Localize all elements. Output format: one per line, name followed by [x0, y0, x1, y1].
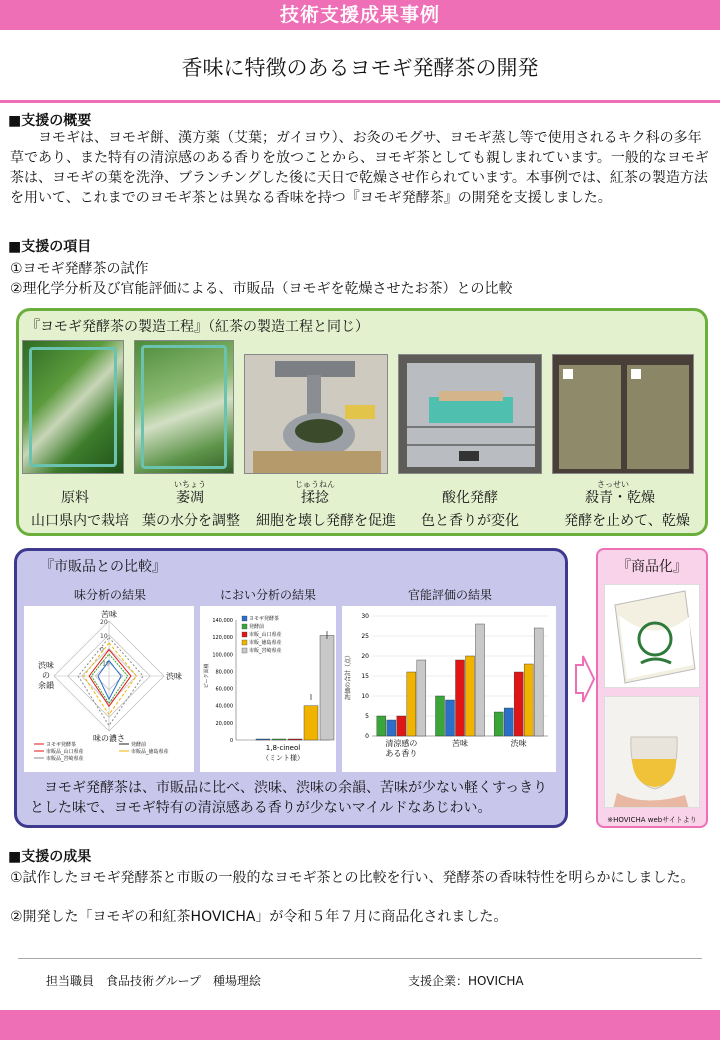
- aroma-y-tick-label: 120,000: [212, 635, 233, 642]
- radar-axis-label: 渋味: [166, 672, 182, 681]
- step-3-ruby: じゅうねん: [295, 480, 335, 489]
- sensory-y-tick-label: 10: [361, 693, 369, 700]
- radar-axis-label: 渋味: [38, 661, 54, 670]
- sensory-x-tick-label: 清涼感の: [385, 739, 418, 748]
- sensory-chart-title: 官能評価の結果: [407, 588, 492, 602]
- step-2-ruby: いちょう: [174, 480, 206, 489]
- aroma-legend-swatch: [242, 624, 247, 629]
- sensory-bar: [524, 664, 533, 736]
- product-tea-glass-photo: [604, 696, 700, 808]
- aroma-y-tick-label: 40,000: [215, 703, 233, 710]
- withered-leaves-photo: [134, 340, 234, 474]
- sensory-y-tick-label: 30: [361, 613, 369, 620]
- step-1-name: 原料: [61, 490, 89, 506]
- overview-body: ヨモギは、ヨモギ餅、漢方薬（艾葉；ガイヨウ）、お灸のモグサ、ヨモギ蒸し等で使用されるキク科の多年草であり、また特有の清涼感のある香りを放つことから、ヨモギ茶としても親しまれています。一般的なヨモギ茶は、ヨモギの葉を洗浄、ブランチングした後に天日で乾燥させ作られています。本事例では、紅茶の製造方法を用いて、これまでのヨモギ茶とは異なる香味を持つ『ヨモギ発酵茶』の開発を支援しました。: [10, 130, 709, 206]
- product-title: 『商品化』: [617, 559, 687, 575]
- footer-staff: 担当職員 食品技術グループ 種場理絵: [46, 974, 262, 988]
- sensory-bar: [387, 720, 396, 736]
- aroma-legend-swatch: [242, 648, 247, 653]
- footer-company: 支援企業：HOVICHA: [408, 974, 524, 988]
- radar-axis-label: 余韻: [38, 681, 54, 690]
- comparison-summary: ヨモギ発酵茶は、市販品に比べ、渋味、渋味の余韻、苦味が少ない軽くすっきりとした味で、ヨモギ特有の清涼感ある香りが少ないマイルドなあじわい。: [30, 780, 548, 816]
- aroma-x-tick-note: （ミント様）: [262, 754, 304, 762]
- raw-leaves-photo: [22, 340, 124, 474]
- sensory-bar: [417, 660, 426, 736]
- step-3-desc: 細胞を壊し発酵を促進: [256, 513, 396, 529]
- step-2-name: 萎凋: [176, 490, 204, 506]
- sensory-bar: [436, 696, 445, 736]
- sensory-bar-chart: [342, 606, 556, 772]
- aroma-x-tick-label: 1,8-cineol: [265, 744, 301, 752]
- aroma-y-tick-label: 0: [229, 738, 233, 744]
- radar-legend-label: 発酵前: [131, 742, 147, 748]
- radar-axis-label: 味の濃さ: [93, 734, 125, 743]
- aroma-legend-swatch: [242, 616, 247, 621]
- step-5-desc: 発酵を止めて、乾燥: [564, 513, 690, 529]
- sensory-y-tick-label: 5: [365, 713, 369, 720]
- radar-tick-label: 20: [100, 619, 108, 626]
- results-heading: ■支援の成果: [8, 849, 92, 865]
- sensory-bar: [504, 708, 513, 736]
- sensory-bar: [534, 628, 543, 736]
- sensory-y-tick-label: 15: [361, 673, 369, 680]
- sensory-bar: [494, 712, 503, 736]
- header-banner: 技術支援成果事例: [0, 0, 720, 30]
- aroma-bar: [288, 739, 302, 740]
- process-title: 『ヨモギ発酵茶の製造工程』（紅茶の製造工程と同じ）: [26, 319, 369, 335]
- items-list-item-1: ①ヨモギ発酵茶の試作: [10, 261, 149, 277]
- taste-chart-title: 味分析の結果: [73, 588, 146, 602]
- aroma-legend-label: ヨモギ発酵茶: [249, 616, 280, 622]
- aroma-y-axis-label: ピーク面積: [204, 663, 210, 689]
- radar-tick-label: 0: [100, 646, 104, 654]
- items-list-item-2: ②理化学分析及び官能評価による、市販品（ヨモギを乾燥させたお茶）との比較: [10, 281, 513, 297]
- aroma-bar: [320, 635, 334, 740]
- overview-heading: ■支援の概要: [8, 113, 92, 129]
- aroma-y-tick-label: 100,000: [212, 652, 233, 659]
- items-heading: ■支援の項目: [8, 239, 92, 255]
- radar-legend-label: 市販品_徳島県産: [131, 749, 169, 755]
- sensory-y-tick-label: 0: [365, 733, 369, 740]
- sensory-y-axis-label: 評価の合計（点）: [345, 651, 352, 701]
- product-credit: ※HOVICHA webサイトより: [607, 816, 697, 824]
- aroma-legend-swatch: [242, 632, 247, 637]
- aroma-y-tick-label: 140,000: [212, 618, 233, 624]
- sensory-bar: [446, 700, 455, 736]
- aroma-legend-label: 市販_徳島県産: [249, 640, 282, 646]
- title-divider: [0, 100, 720, 103]
- aroma-y-tick-label: 60,000: [215, 686, 233, 693]
- arrow-right-icon: [575, 655, 595, 703]
- results-list-item-1: ①試作したヨモギ発酵茶と市販の一般的なヨモギ茶との比較を行い、発酵茶の香味特性を明らかにしました。: [10, 870, 695, 886]
- step-3-name: 揉捻: [301, 490, 329, 506]
- aroma-legend-label: 発酵前: [249, 624, 265, 630]
- aroma-y-tick-label: 20,000: [215, 720, 233, 727]
- results-list-item-2: ②開発した「ヨモギの和紅茶HOVICHA」が令和５年７月に商品化されました。: [10, 909, 508, 925]
- aroma-bar: [256, 739, 270, 740]
- sensory-chart-panel: [342, 606, 556, 772]
- page-title: 香味に特徴のあるヨモギ発酵茶の開発: [181, 56, 539, 80]
- taste-chart-panel: [24, 606, 194, 772]
- radar-axis-label: の: [42, 671, 50, 680]
- sensory-bar: [407, 672, 416, 736]
- radar-tick-label: 10: [100, 632, 108, 640]
- sensory-bar: [456, 660, 465, 736]
- sensory-bar: [397, 716, 406, 736]
- sensory-x-tick-label: ある香り: [385, 749, 418, 758]
- radar-tick-label: -10: [100, 660, 110, 668]
- aroma-bar: [272, 739, 286, 740]
- step-1-desc: 山口県内で栽培: [31, 513, 129, 529]
- sensory-bar: [476, 624, 485, 736]
- sensory-x-tick-label: 渋味: [510, 739, 527, 748]
- step-4-desc: 色と香りが変化: [421, 513, 519, 529]
- taste-radar-chart: [24, 606, 194, 772]
- rolling-machine-photo: [244, 354, 388, 474]
- comparison-title: 『市販品との比較』: [40, 559, 166, 575]
- sensory-y-tick-label: 20: [361, 653, 369, 660]
- step-5-name: 殺青・乾燥: [585, 490, 655, 506]
- product-package-photo: [604, 584, 700, 688]
- step-5-ruby: さっせい: [597, 480, 629, 489]
- aroma-chart-panel: [200, 606, 336, 772]
- aroma-chart-title: におい分析の結果: [219, 588, 316, 602]
- radar-legend-label: ヨモギ発酵茶: [46, 742, 77, 748]
- aroma-legend-swatch: [242, 640, 247, 645]
- aroma-bar: [304, 706, 318, 740]
- aroma-y-tick-label: 80,000: [215, 669, 233, 676]
- radar-legend-label: 市販品_山口県産: [46, 749, 84, 755]
- step-4-name: 酸化発酵: [442, 490, 498, 506]
- radar-legend-label: 市販品_宮崎県産: [46, 756, 84, 762]
- sensory-x-tick-label: 苦味: [452, 739, 468, 748]
- aroma-legend-label: 市販_宮崎県産: [249, 648, 282, 654]
- aroma-legend-label: 市販_山口県産: [249, 632, 282, 638]
- aroma-bar-chart: [200, 606, 336, 772]
- radar-axis-label: 苦味: [101, 610, 117, 619]
- step-2-desc: 葉の水分を調整: [142, 513, 240, 529]
- dried-tea-photo: [552, 354, 694, 474]
- sensory-bar: [466, 656, 475, 736]
- sensory-bar: [377, 716, 386, 736]
- footer-banner: [0, 1010, 720, 1040]
- sensory-y-tick-label: 25: [361, 633, 369, 640]
- footer-divider: [18, 958, 702, 959]
- fermentation-chamber-photo: [398, 354, 542, 474]
- sensory-bar: [514, 672, 523, 736]
